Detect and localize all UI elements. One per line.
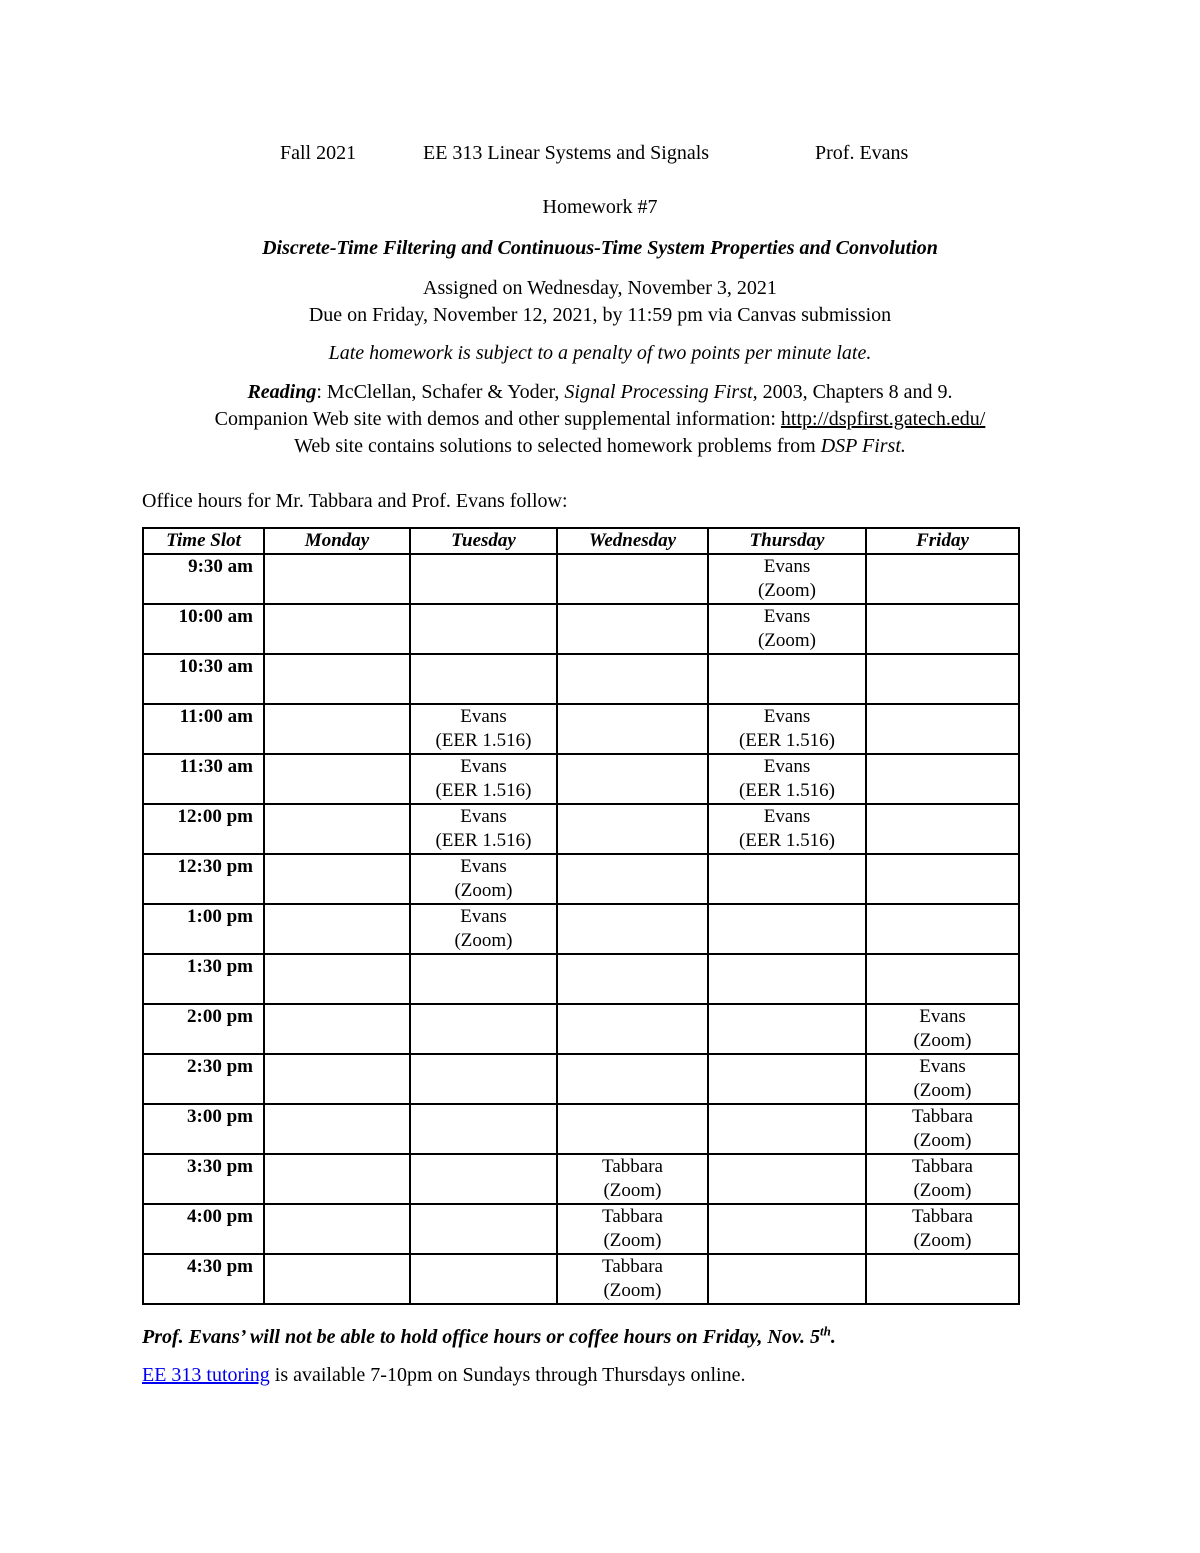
schedule-cell [557, 854, 708, 904]
schedule-cell [410, 954, 557, 1004]
schedule-cell [410, 754, 557, 804]
schedule-cell [410, 604, 557, 654]
table-row [143, 904, 1019, 954]
tutoring-text: is available 7-10pm on Sundays through Thursdays online. [269, 1364, 746, 1386]
cell-person: Evans [460, 706, 507, 727]
schedule-cell [866, 654, 1019, 704]
schedule-cell [708, 954, 866, 1004]
table-row [143, 1104, 1019, 1154]
cell-person: Tabbara [602, 1156, 663, 1177]
schedule-cell [708, 654, 866, 704]
schedule-cell [708, 1004, 866, 1054]
schedule-cell [264, 1104, 410, 1154]
time-slot: 2:00 pm [143, 1004, 264, 1054]
schedule-cell [410, 1004, 557, 1054]
cell-person: Tabbara [912, 1156, 973, 1177]
schedule-cell [708, 554, 866, 604]
solutions-text: Web site contains solutions to selected homework problems from [294, 435, 821, 457]
cell-person: Evans [919, 1006, 966, 1027]
time-slot: 3:00 pm [143, 1104, 264, 1154]
schedule-cell [557, 554, 708, 604]
schedule-cell [866, 1054, 1019, 1104]
cell-location: (Zoom) [757, 580, 817, 601]
schedule-cell [264, 1254, 410, 1304]
schedule-cell [866, 1104, 1019, 1154]
table-row [143, 804, 1019, 854]
time-slot: 12:00 pm [143, 804, 264, 854]
cell-location: (EER 1.516) [738, 730, 836, 751]
schedule-cell [264, 654, 410, 704]
cell-location: (Zoom) [454, 930, 513, 951]
companion-text: Companion Web site with demos and other supplemental information: [214, 408, 781, 430]
cell-location: (Zoom) [913, 1080, 972, 1101]
cell-location: (Zoom) [603, 1230, 662, 1251]
schedule-cell [264, 804, 410, 854]
schedule-cell [708, 854, 866, 904]
reading-line [0, 381, 1200, 404]
table-row [143, 604, 1019, 654]
cell-person: Tabbara [602, 1206, 663, 1227]
table-row [143, 654, 1019, 704]
schedule-cell [866, 704, 1019, 754]
schedule-cell [264, 604, 410, 654]
table-row [143, 704, 1019, 754]
cell-person: Evans [763, 606, 811, 627]
cell-location: (EER 1.516) [435, 830, 532, 851]
time-slot: 1:30 pm [143, 954, 264, 1004]
schedule-cell [708, 704, 866, 754]
course-title: EE 313 Linear Systems and Signals [423, 142, 710, 164]
schedule-cell [264, 1004, 410, 1054]
homework-number: Homework #7 [542, 196, 658, 218]
office-hours-intro: Office hours for Mr. Tabbara and Prof. Evans follow: [142, 490, 568, 512]
schedule-cell [264, 754, 410, 804]
term: Fall 2021 [280, 142, 357, 164]
schedule-cell [708, 1254, 866, 1304]
time-slot: 2:30 pm [143, 1054, 264, 1104]
office-hours-table [142, 527, 1020, 1305]
cell-person: Evans [763, 556, 811, 577]
schedule-cell [708, 1104, 866, 1154]
cell-person: Evans [763, 806, 811, 827]
cell-person: Tabbara [912, 1106, 973, 1127]
schedule-cell [557, 1254, 708, 1304]
schedule-cell [866, 1004, 1019, 1054]
schedule-cell [708, 804, 866, 854]
notice-end: . [830, 1326, 836, 1348]
companion-url-link[interactable]: http://dspfirst.gatech.edu/ [780, 408, 986, 430]
tutoring-link[interactable]: EE 313 tutoring [142, 1364, 270, 1386]
table-row [143, 954, 1019, 1004]
schedule-cell [866, 804, 1019, 854]
schedule-cell [866, 1254, 1019, 1304]
schedule-cell [708, 1204, 866, 1254]
instructor: Prof. Evans [815, 142, 909, 164]
time-slot: 11:00 am [143, 704, 264, 754]
schedule-cell [557, 604, 708, 654]
cell-person: Evans [460, 856, 507, 877]
table-row [143, 1054, 1019, 1104]
table-row [143, 754, 1019, 804]
time-slot: 4:00 pm [143, 1204, 264, 1254]
table-row [143, 1004, 1019, 1054]
cell-location: (EER 1.516) [738, 830, 836, 851]
schedule-cell [708, 1154, 866, 1204]
schedule-cell [708, 904, 866, 954]
schedule-cell [410, 704, 557, 754]
schedule-cell [410, 1154, 557, 1204]
schedule-cell [264, 1054, 410, 1104]
solutions-book: DSP First. [820, 435, 906, 457]
cell-person: Evans [763, 706, 811, 727]
schedule-cell [557, 1204, 708, 1254]
schedule-cell [866, 1204, 1019, 1254]
schedule-cell [410, 854, 557, 904]
schedule-cell [866, 854, 1019, 904]
schedule-cell [264, 1154, 410, 1204]
column-header: Time Slot [143, 528, 264, 554]
cell-location: (Zoom) [913, 1130, 972, 1151]
cell-person: Evans [763, 756, 811, 777]
companion-line [0, 408, 1200, 431]
schedule-cell [410, 1054, 557, 1104]
cell-location: (EER 1.516) [435, 780, 532, 801]
schedule-cell [866, 754, 1019, 804]
schedule-cell [557, 704, 708, 754]
schedule-cell [410, 804, 557, 854]
schedule-cell [410, 1204, 557, 1254]
cell-person: Tabbara [602, 1256, 663, 1277]
schedule-cell [410, 554, 557, 604]
time-slot: 10:00 am [143, 604, 264, 654]
table-row [143, 554, 1019, 604]
table-row [143, 1154, 1019, 1204]
time-slot: 10:30 am [143, 654, 264, 704]
cell-location: (Zoom) [454, 880, 513, 901]
time-slot: 9:30 am [143, 554, 264, 604]
schedule-cell [866, 1154, 1019, 1204]
column-header: Monday [264, 528, 410, 554]
tutoring-line [142, 1364, 745, 1387]
time-slot: 4:30 pm [143, 1254, 264, 1304]
cell-person: Evans [460, 756, 507, 777]
reading-label: Reading [247, 381, 317, 403]
schedule-cell [557, 1004, 708, 1054]
column-header: Tuesday [410, 528, 557, 554]
schedule-cell [557, 954, 708, 1004]
schedule-cell [264, 1204, 410, 1254]
notice-sup: th [819, 1323, 831, 1339]
office-hours-notice [142, 1323, 836, 1349]
cell-location: (Zoom) [757, 630, 817, 651]
schedule-cell [708, 754, 866, 804]
schedule-cell [264, 904, 410, 954]
cell-person: Tabbara [912, 1206, 973, 1227]
schedule-cell [410, 1254, 557, 1304]
column-header: Friday [866, 528, 1019, 554]
cell-location: (Zoom) [603, 1180, 662, 1201]
assigned-date: Assigned on Wednesday, November 3, 2021 [423, 277, 777, 299]
table-row [143, 1254, 1019, 1304]
table-header-row [143, 528, 1019, 554]
cell-location: (EER 1.516) [435, 730, 532, 751]
schedule-cell [866, 954, 1019, 1004]
homework-topic: Discrete-Time Filtering and Continuous-Time System Properties and Convolution [262, 237, 938, 259]
schedule-cell [866, 554, 1019, 604]
schedule-cell [557, 804, 708, 854]
reading-authors: : McClellan, Schafer & Yoder, [316, 381, 565, 403]
schedule-cell [410, 1104, 557, 1154]
reading-book: Signal Processing First [564, 381, 753, 403]
time-slot: 11:30 am [143, 754, 264, 804]
schedule-cell [557, 1054, 708, 1104]
schedule-cell [557, 754, 708, 804]
cell-person: Evans [460, 806, 507, 827]
table-row [143, 854, 1019, 904]
schedule-cell [557, 1104, 708, 1154]
schedule-cell [410, 654, 557, 704]
late-policy: Late homework is subject to a penalty of two points per minute late. [328, 342, 872, 364]
cell-person: Evans [460, 906, 507, 927]
schedule-cell [264, 704, 410, 754]
reading-chapters: , 2003, Chapters 8 and 9. [752, 381, 953, 403]
schedule-cell [557, 1154, 708, 1204]
schedule-cell [866, 604, 1019, 654]
time-slot: 1:00 pm [143, 904, 264, 954]
notice-text: Prof. Evans’ will not be able to hold office hours or coffee hours on Friday, Nov. 5 [142, 1326, 820, 1348]
solutions-line [0, 435, 1200, 458]
column-header: Thursday [708, 528, 866, 554]
schedule-cell [866, 904, 1019, 954]
cell-location: (Zoom) [913, 1030, 972, 1051]
cell-location: (Zoom) [913, 1180, 972, 1201]
schedule-cell [264, 954, 410, 1004]
time-slot: 12:30 pm [143, 854, 264, 904]
cell-location: (Zoom) [603, 1280, 662, 1301]
cell-person: Evans [919, 1056, 966, 1077]
table-row [143, 1204, 1019, 1254]
schedule-cell [264, 554, 410, 604]
cell-location: (EER 1.516) [738, 780, 836, 801]
schedule-cell [557, 904, 708, 954]
cell-location: (Zoom) [913, 1230, 972, 1251]
schedule-cell [708, 1054, 866, 1104]
due-date: Due on Friday, November 12, 2021, by 11:59 pm via Canvas submission [308, 304, 892, 326]
schedule-cell [557, 654, 708, 704]
column-header: Wednesday [557, 528, 708, 554]
time-slot: 3:30 pm [143, 1154, 264, 1204]
schedule-cell [410, 904, 557, 954]
course-header [0, 142, 1200, 170]
schedule-cell [264, 854, 410, 904]
schedule-cell [708, 604, 866, 654]
